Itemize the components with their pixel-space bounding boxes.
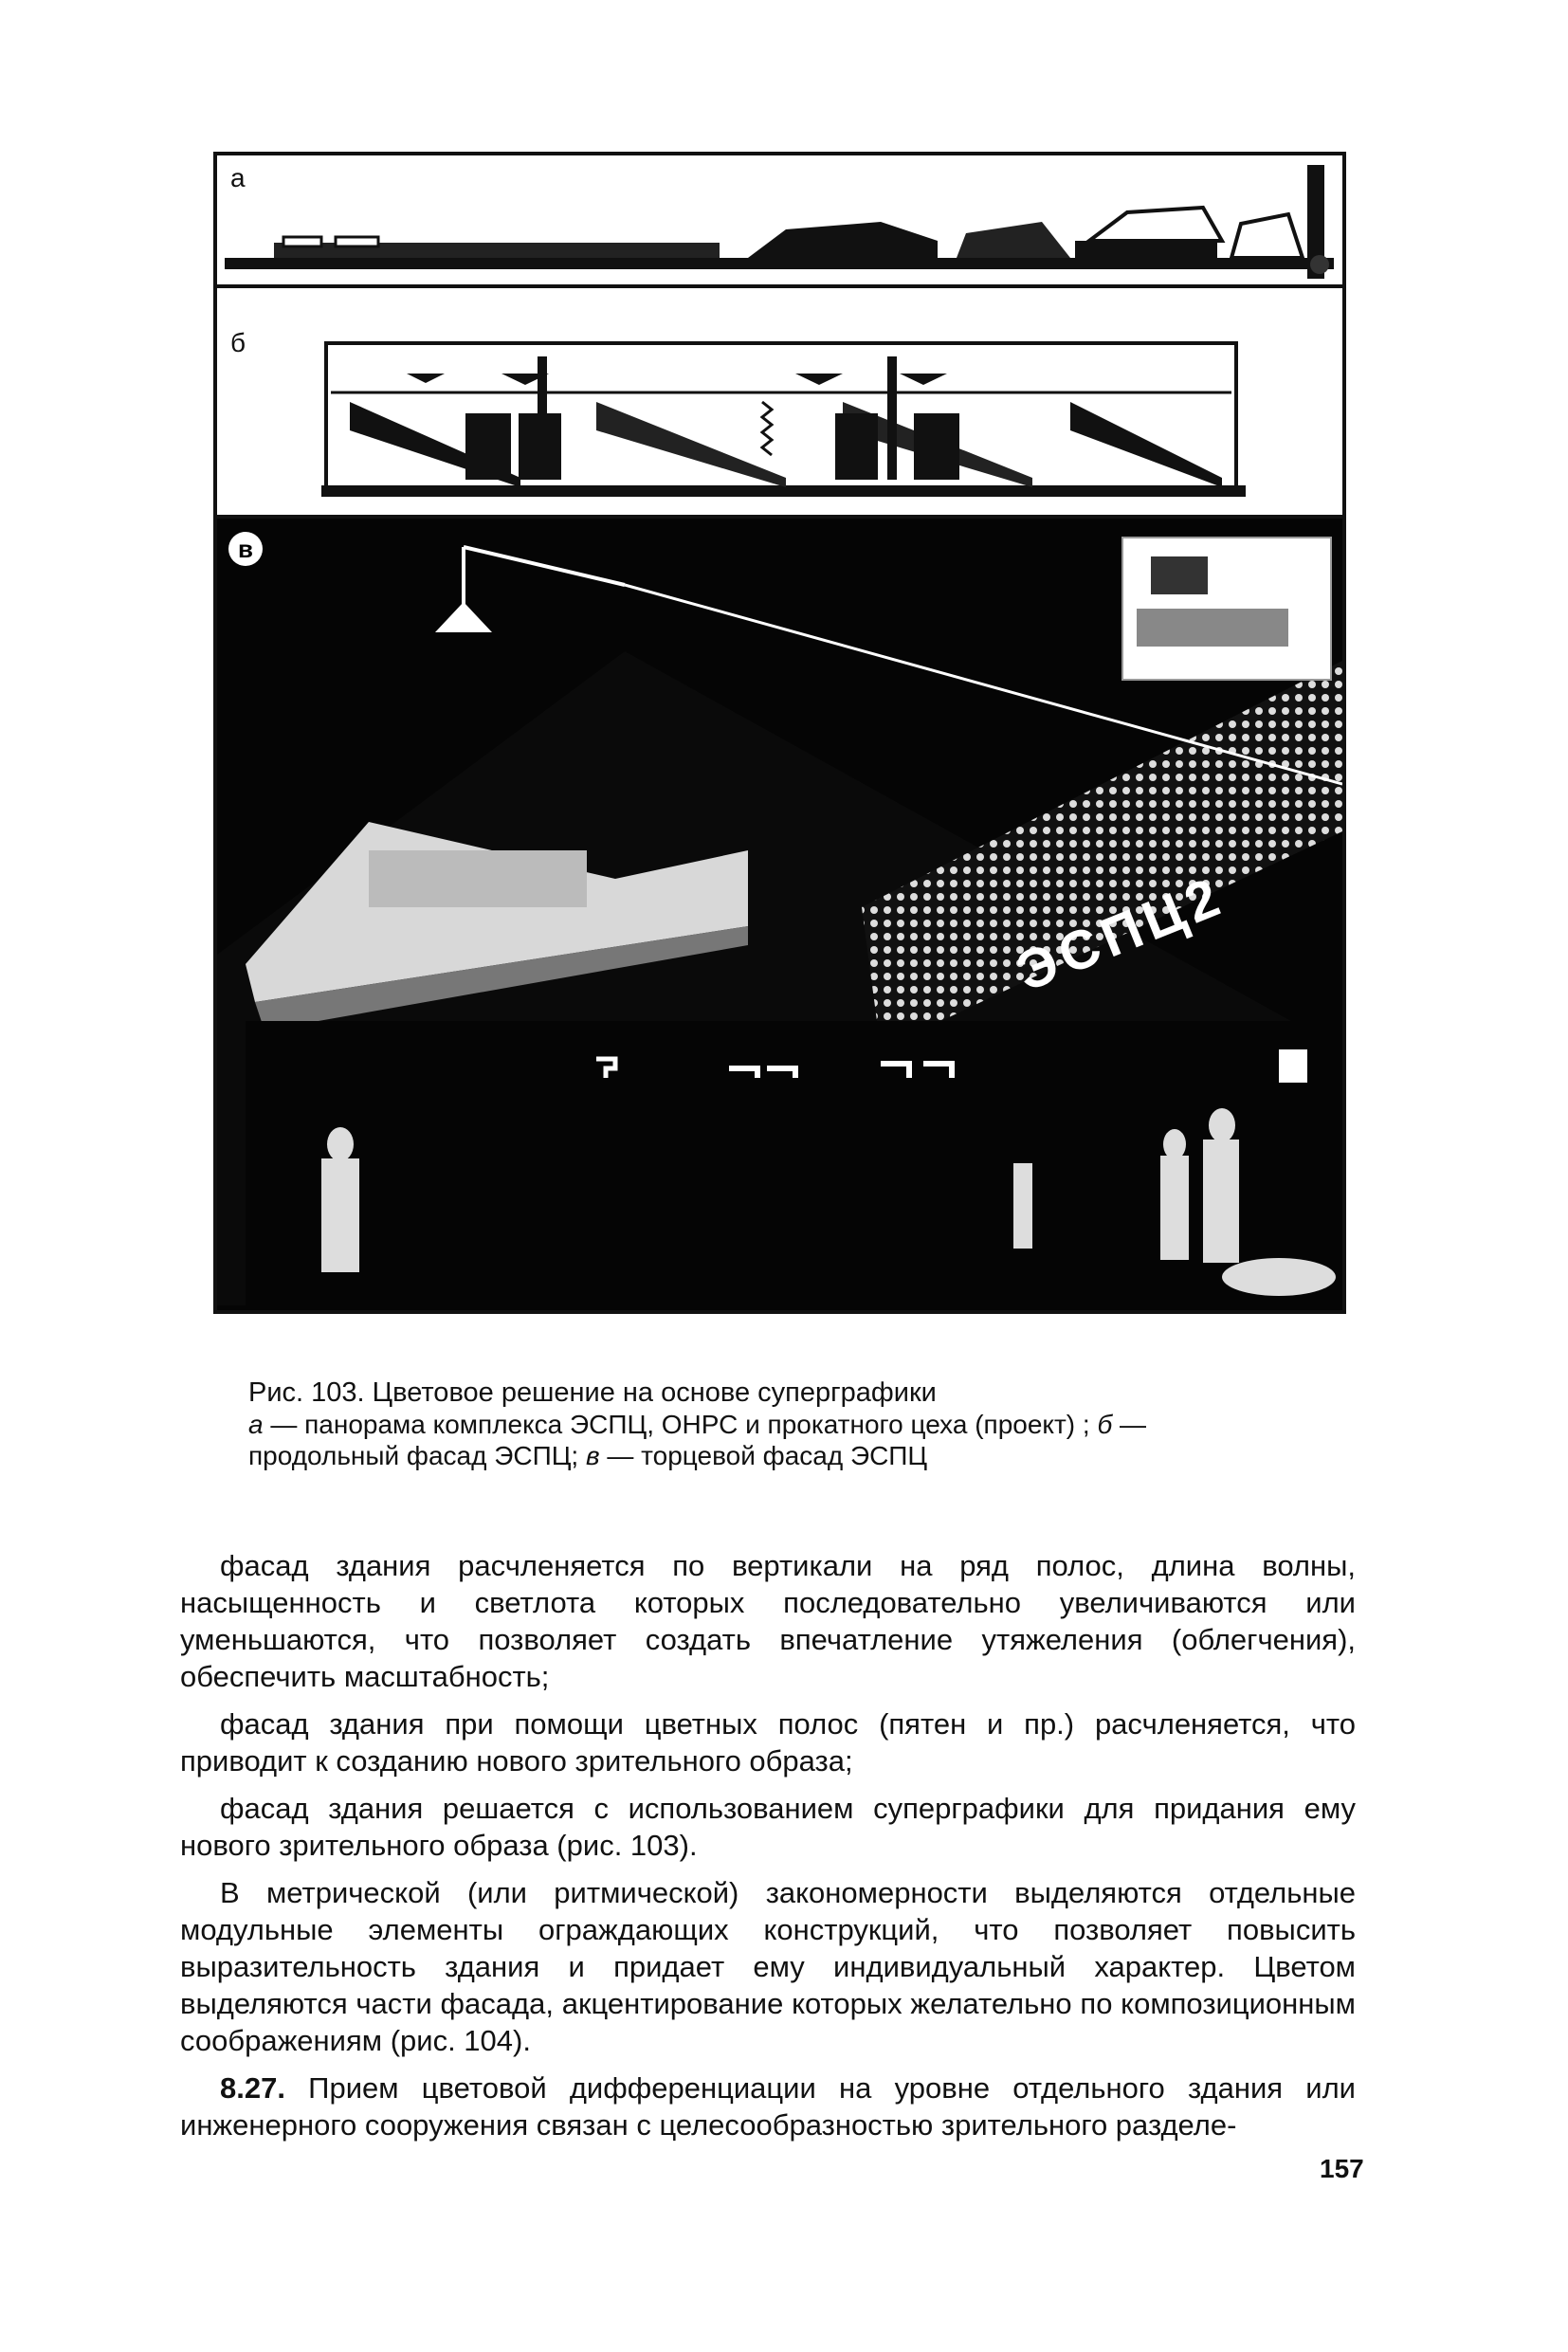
caption-b-dash: — bbox=[1112, 1410, 1146, 1439]
paragraph-1: фасад здания расчленяется по вертикали на ряд полос, длина волны, насыщенность и светлота которых последовательно увеличиваются или уменьшаются, что позволяет создать впечатление утяжеления (облегчения), обеспечить масштабность; bbox=[180, 1549, 1356, 1693]
panel-a-panorama bbox=[217, 155, 1342, 288]
paragraph-3: фасад здания решается с использованием суперграфики для придания ему нового зрительного образа (рис. 103). bbox=[180, 1792, 1356, 1862]
caption-line-1 bbox=[248, 1409, 1339, 1440]
caption-b-letter: б bbox=[1097, 1410, 1113, 1439]
panel-a-label: а bbox=[230, 163, 246, 192]
panel-v-photo bbox=[217, 519, 1342, 1310]
figure-caption bbox=[248, 1377, 1339, 1471]
building-sign: ЭСПЦ2 bbox=[1008, 864, 1233, 1004]
paragraph-2: фасад здания при помощи цветных полос (пятен и пр.) расчленяется, что приводит к созданию нового зрительного образа; bbox=[180, 1707, 1356, 1778]
paragraph-4: В метрической (или ритмической) закономерности выделяются отдельные модульные элементы ограждающих конструкций, что позволяет повысить выразительность здания и придает ему индивидуальный характер. Цветом выделяются части фасада, акцентирование которых желательно по композиционным соображениям (рис. 104). bbox=[180, 1876, 1356, 2057]
paragraph-5-text: Прием цветовой дифференциации на уровне отдельного здания или инженерного сооружения связан с целесообразностью зрительного разделе- bbox=[180, 2071, 1356, 2142]
caption-title: Рис. 103. Цветовое решение на основе суперграфики bbox=[248, 1377, 937, 1408]
body-text bbox=[180, 1547, 1356, 2154]
caption-line-2 bbox=[248, 1440, 1339, 1471]
panel-b-facade bbox=[217, 288, 1342, 519]
page-number: 157 bbox=[1320, 2154, 1364, 2183]
caption-a-letter: а bbox=[248, 1410, 264, 1439]
figure-103 bbox=[213, 152, 1346, 1314]
section-number: 8.27. bbox=[220, 2071, 285, 2105]
caption-b-text: продольный фасад ЭСПЦ; bbox=[248, 1441, 586, 1470]
panel-b-label: б bbox=[230, 328, 246, 357]
facade-drawing bbox=[217, 288, 1342, 519]
panel-v-label: в bbox=[228, 532, 263, 566]
caption-v-letter: в bbox=[585, 1441, 600, 1470]
caption-v-text: — торцевой фасад ЭСПЦ bbox=[599, 1441, 928, 1470]
panorama-drawing bbox=[217, 155, 1342, 288]
caption-a-text: — панорама комплекса ЭСПЦ, ОНРС и прокатного цеха (проект) ; bbox=[263, 1410, 1098, 1439]
paragraph-5 bbox=[180, 2069, 1356, 2143]
